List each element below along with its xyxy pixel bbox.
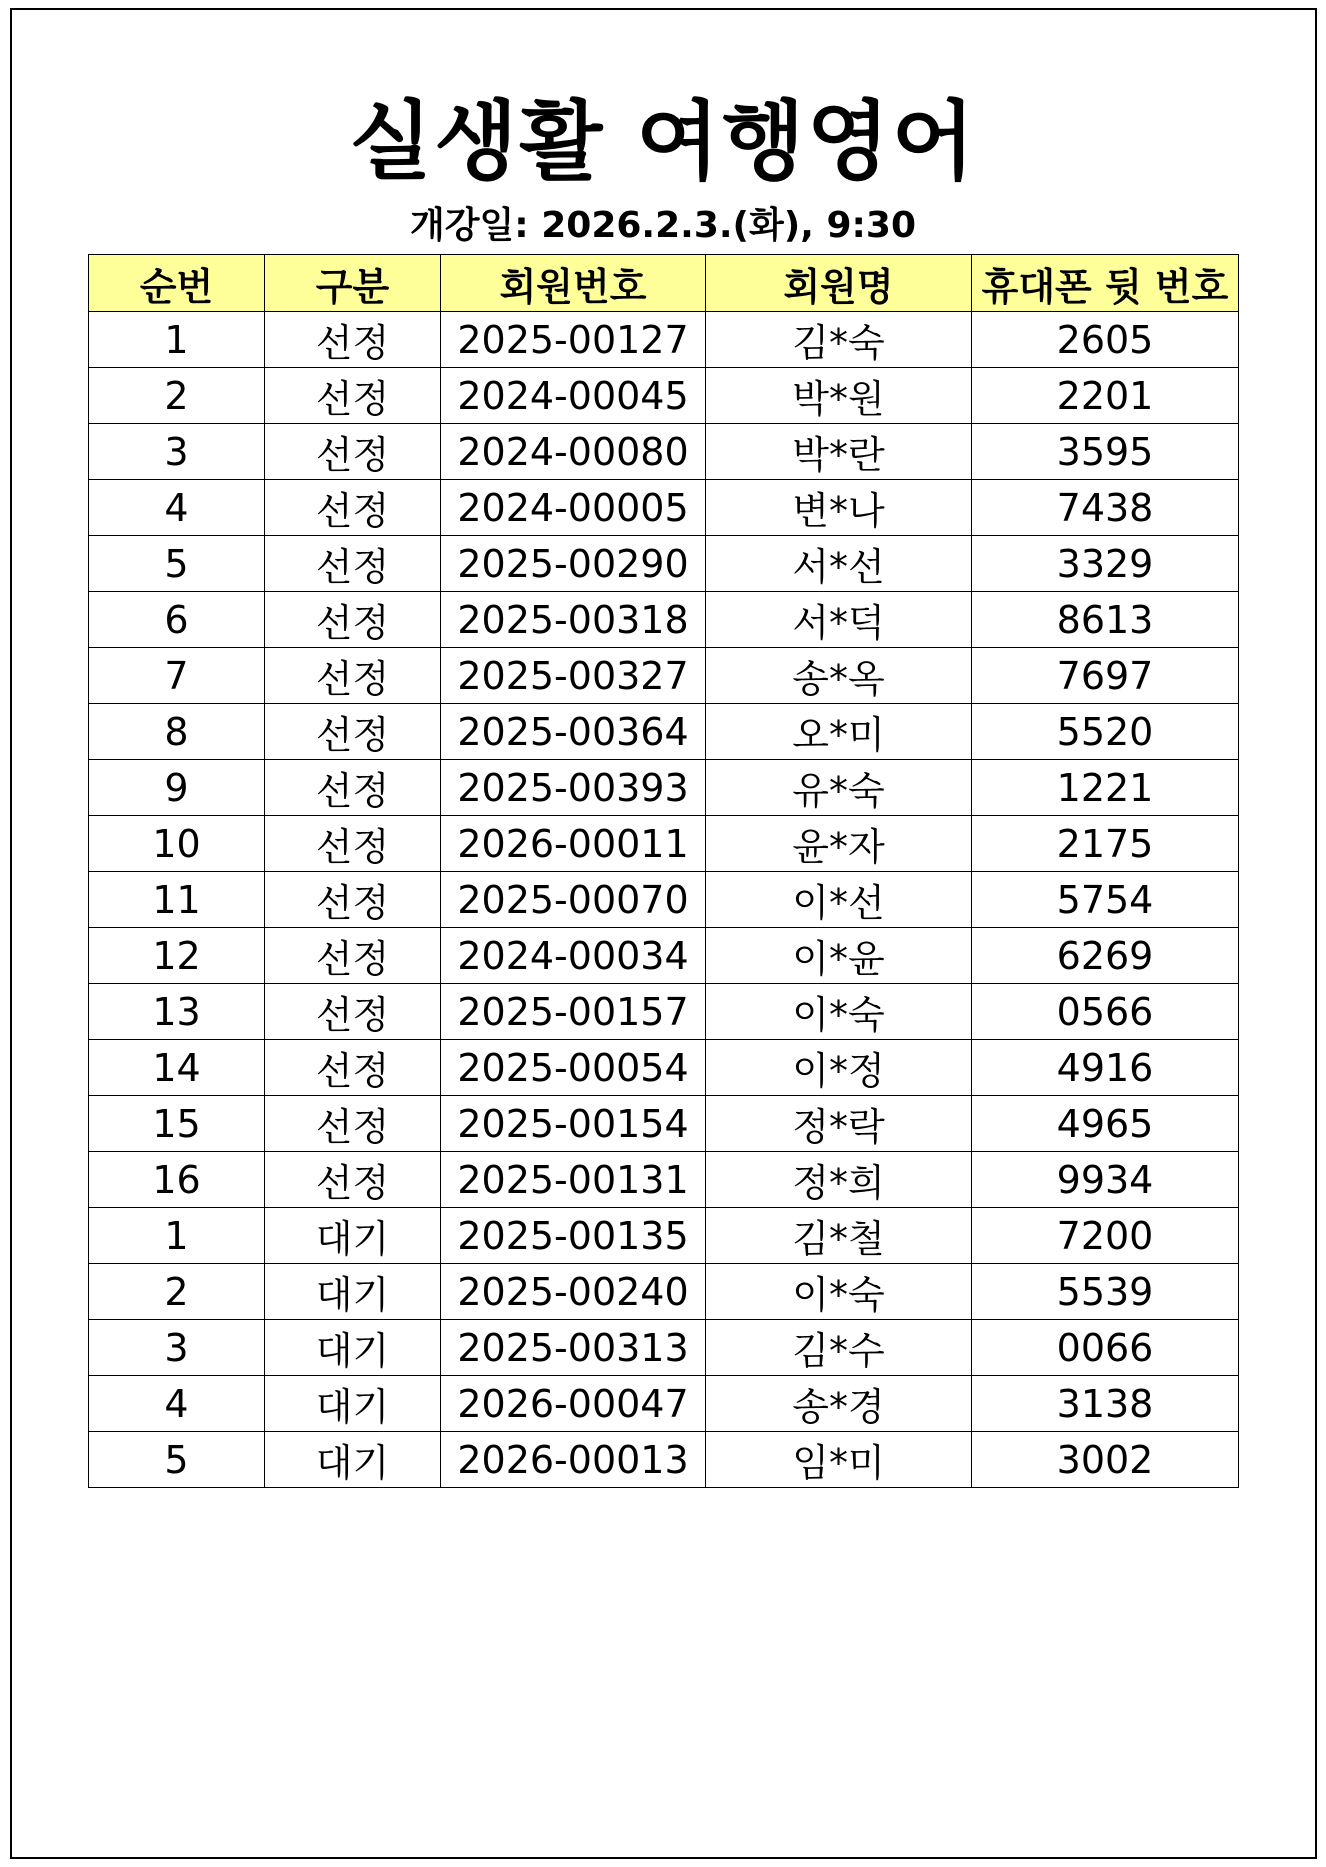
cell-sequence: 3	[89, 1320, 265, 1376]
cell-sequence: 16	[89, 1152, 265, 1208]
table-row	[89, 872, 1239, 928]
table-row	[89, 536, 1239, 592]
table-row	[89, 480, 1239, 536]
cell-sequence: 4	[89, 480, 265, 536]
cell-phone-last-digits: 0066	[972, 1320, 1239, 1376]
cell-phone-last-digits: 5754	[972, 872, 1239, 928]
cell-phone-last-digits: 4916	[972, 1040, 1239, 1096]
table-row	[89, 592, 1239, 648]
cell-category: 선정	[265, 424, 441, 480]
table-row	[89, 648, 1239, 704]
cell-category: 선정	[265, 368, 441, 424]
member-roster-table	[88, 254, 1239, 1488]
cell-member-name: 박*란	[706, 424, 972, 480]
table-row	[89, 424, 1239, 480]
cell-member-name: 정*락	[706, 1096, 972, 1152]
cell-category: 선정	[265, 1152, 441, 1208]
cell-member-number: 2025-00135	[441, 1208, 706, 1264]
cell-member-name: 김*수	[706, 1320, 972, 1376]
cell-phone-last-digits: 5539	[972, 1264, 1239, 1320]
cell-category: 대기	[265, 1264, 441, 1320]
cell-sequence: 11	[89, 872, 265, 928]
cell-phone-last-digits: 1221	[972, 760, 1239, 816]
cell-category: 대기	[265, 1432, 441, 1488]
cell-member-name: 김*숙	[706, 312, 972, 368]
cell-sequence: 3	[89, 424, 265, 480]
cell-category: 선정	[265, 816, 441, 872]
cell-category: 선정	[265, 760, 441, 816]
cell-member-name: 송*경	[706, 1376, 972, 1432]
cell-phone-last-digits: 4965	[972, 1096, 1239, 1152]
table-header	[89, 255, 1239, 312]
table-row	[89, 984, 1239, 1040]
cell-phone-last-digits: 7200	[972, 1208, 1239, 1264]
cell-member-number: 2025-00290	[441, 536, 706, 592]
cell-member-name: 정*희	[706, 1152, 972, 1208]
cell-sequence: 7	[89, 648, 265, 704]
cell-member-number: 2025-00364	[441, 704, 706, 760]
table-row	[89, 1376, 1239, 1432]
header-member-number: 회원번호	[441, 255, 706, 312]
table-row	[89, 312, 1239, 368]
table-row	[89, 1096, 1239, 1152]
cell-member-number: 2025-00313	[441, 1320, 706, 1376]
cell-phone-last-digits: 0566	[972, 984, 1239, 1040]
cell-member-name: 변*나	[706, 480, 972, 536]
header-member-name: 회원명	[706, 255, 972, 312]
header-sequence: 순번	[89, 255, 265, 312]
cell-sequence: 1	[89, 312, 265, 368]
cell-category: 대기	[265, 1376, 441, 1432]
cell-member-number: 2024-00034	[441, 928, 706, 984]
cell-category: 선정	[265, 648, 441, 704]
table-row	[89, 704, 1239, 760]
cell-phone-last-digits: 6269	[972, 928, 1239, 984]
cell-member-name: 이*선	[706, 872, 972, 928]
cell-category: 대기	[265, 1208, 441, 1264]
cell-sequence: 6	[89, 592, 265, 648]
cell-member-name: 임*미	[706, 1432, 972, 1488]
cell-phone-last-digits: 2605	[972, 312, 1239, 368]
table-row	[89, 760, 1239, 816]
cell-member-number: 2026-00013	[441, 1432, 706, 1488]
cell-member-number: 2025-00054	[441, 1040, 706, 1096]
cell-member-number: 2024-00080	[441, 424, 706, 480]
cell-member-name: 오*미	[706, 704, 972, 760]
cell-member-number: 2025-00240	[441, 1264, 706, 1320]
cell-member-number: 2025-00318	[441, 592, 706, 648]
table-row	[89, 1208, 1239, 1264]
cell-phone-last-digits: 8613	[972, 592, 1239, 648]
cell-member-number: 2025-00157	[441, 984, 706, 1040]
cell-member-name: 송*옥	[706, 648, 972, 704]
table-row	[89, 1320, 1239, 1376]
cell-phone-last-digits: 9934	[972, 1152, 1239, 1208]
cell-member-number: 2025-00327	[441, 648, 706, 704]
table-row	[89, 368, 1239, 424]
cell-category: 선정	[265, 872, 441, 928]
cell-category: 선정	[265, 480, 441, 536]
cell-member-number: 2025-00393	[441, 760, 706, 816]
table-row	[89, 1264, 1239, 1320]
cell-member-name: 윤*자	[706, 816, 972, 872]
cell-phone-last-digits: 2175	[972, 816, 1239, 872]
cell-sequence: 10	[89, 816, 265, 872]
cell-member-number: 2025-00070	[441, 872, 706, 928]
table-row	[89, 1152, 1239, 1208]
cell-sequence: 1	[89, 1208, 265, 1264]
table-row	[89, 1040, 1239, 1096]
cell-member-name: 이*숙	[706, 984, 972, 1040]
cell-phone-last-digits: 2201	[972, 368, 1239, 424]
cell-phone-last-digits: 3138	[972, 1376, 1239, 1432]
cell-sequence: 9	[89, 760, 265, 816]
cell-member-name: 이*숙	[706, 1264, 972, 1320]
cell-phone-last-digits: 7697	[972, 648, 1239, 704]
cell-sequence: 13	[89, 984, 265, 1040]
cell-category: 선정	[265, 536, 441, 592]
cell-phone-last-digits: 3002	[972, 1432, 1239, 1488]
header-category: 구분	[265, 255, 441, 312]
cell-sequence: 14	[89, 1040, 265, 1096]
cell-member-name: 유*숙	[706, 760, 972, 816]
cell-phone-last-digits: 7438	[972, 480, 1239, 536]
cell-category: 선정	[265, 984, 441, 1040]
cell-category: 선정	[265, 312, 441, 368]
cell-category: 선정	[265, 1040, 441, 1096]
header-phone-last-digits: 휴대폰 뒷 번호	[972, 255, 1239, 312]
cell-category: 선정	[265, 592, 441, 648]
cell-member-number: 2024-00005	[441, 480, 706, 536]
table-row	[89, 816, 1239, 872]
table-row	[89, 1432, 1239, 1488]
cell-member-number: 2026-00047	[441, 1376, 706, 1432]
cell-member-name: 이*정	[706, 1040, 972, 1096]
cell-member-number: 2025-00131	[441, 1152, 706, 1208]
cell-member-number: 2024-00045	[441, 368, 706, 424]
class-start-date: 개강일: 2026.2.3.(화), 9:30	[409, 205, 916, 246]
cell-member-number: 2025-00127	[441, 312, 706, 368]
cell-category: 선정	[265, 1096, 441, 1152]
cell-member-number: 2025-00154	[441, 1096, 706, 1152]
cell-sequence: 12	[89, 928, 265, 984]
cell-member-number: 2026-00011	[441, 816, 706, 872]
cell-phone-last-digits: 3595	[972, 424, 1239, 480]
table-body	[89, 312, 1239, 1488]
cell-member-name: 이*윤	[706, 928, 972, 984]
cell-phone-last-digits: 3329	[972, 536, 1239, 592]
cell-member-name: 서*선	[706, 536, 972, 592]
cell-category: 대기	[265, 1320, 441, 1376]
cell-sequence: 8	[89, 704, 265, 760]
cell-sequence: 5	[89, 1432, 265, 1488]
cell-sequence: 2	[89, 1264, 265, 1320]
cell-member-name: 김*철	[706, 1208, 972, 1264]
cell-category: 선정	[265, 704, 441, 760]
cell-sequence: 4	[89, 1376, 265, 1432]
page-title: 실생활 여행영어	[349, 92, 977, 192]
cell-phone-last-digits: 5520	[972, 704, 1239, 760]
table-row	[89, 928, 1239, 984]
cell-category: 선정	[265, 928, 441, 984]
cell-member-name: 박*원	[706, 368, 972, 424]
cell-member-name: 서*덕	[706, 592, 972, 648]
cell-sequence: 5	[89, 536, 265, 592]
cell-sequence: 15	[89, 1096, 265, 1152]
header-row	[89, 255, 1239, 312]
cell-sequence: 2	[89, 368, 265, 424]
